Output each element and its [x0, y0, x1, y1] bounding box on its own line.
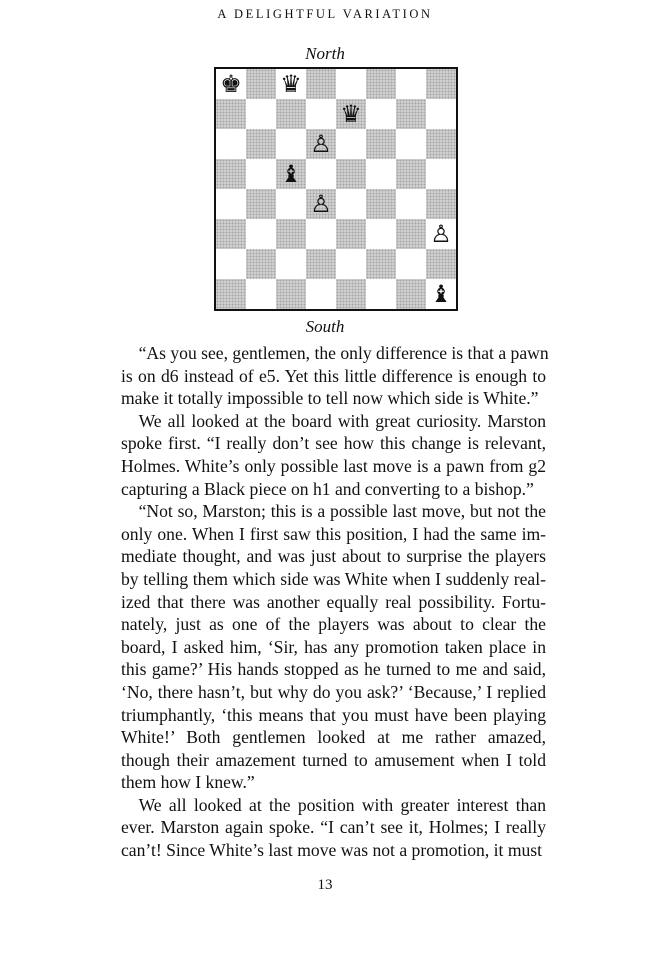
page-number: 13 — [317, 877, 333, 893]
square-g1 — [396, 279, 426, 309]
square-a5 — [216, 159, 246, 189]
square-b6 — [246, 129, 276, 159]
text-line: Holmes. White’s only possible last move is a pawn from g2 — [121, 455, 546, 476]
square-g2 — [396, 249, 426, 279]
square-b7 — [246, 99, 276, 129]
square-g6 — [396, 129, 426, 159]
square-b4 — [246, 189, 276, 219]
running-head: A DELIGHTFUL VARIATION — [217, 7, 433, 21]
square-f1 — [366, 279, 396, 309]
square-d3 — [306, 219, 336, 249]
square-e6 — [336, 129, 366, 159]
square-h4 — [426, 189, 456, 219]
square-b2 — [246, 249, 276, 279]
square-b8 — [246, 69, 276, 99]
square-a3 — [216, 219, 246, 249]
square-c7 — [276, 99, 306, 129]
square-e2 — [336, 249, 366, 279]
square-g8 — [396, 69, 426, 99]
square-e1 — [336, 279, 366, 309]
text-line: nately, just as one of the players was about to clear the — [121, 614, 546, 635]
square-c1 — [276, 279, 306, 309]
text-line: capturing a Black piece on h1 and converting to a bishop.” — [121, 478, 534, 499]
black-bishop-icon: ♝ — [430, 280, 452, 308]
square-f8 — [366, 69, 396, 99]
text-line: is on d6 instead of e5. Yet this little difference is enough to — [121, 365, 546, 386]
square-c2 — [276, 249, 306, 279]
text-line: White!’ Both gentlemen looked at me rather amazed, — [121, 727, 546, 748]
square-d4 — [306, 189, 336, 219]
square-e4 — [336, 189, 366, 219]
square-f2 — [366, 249, 396, 279]
text-line: ever. Marston again spoke. “I can’t see it, Holmes; I really — [121, 817, 546, 838]
text-line: this game?’ His hands stopped as he turned to me and said, — [121, 659, 546, 680]
square-d1 — [306, 279, 336, 309]
square-g3 — [396, 219, 426, 249]
black-bishop-icon: ♝ — [280, 160, 302, 188]
square-h1 — [426, 279, 456, 309]
square-b5 — [246, 159, 276, 189]
paragraph — [121, 410, 546, 500]
text-line: only one. When I first saw this position, I had the same im- — [121, 523, 546, 544]
square-a8 — [216, 69, 246, 99]
paragraph — [121, 500, 546, 794]
black-queen-icon: ♛ — [280, 70, 302, 98]
square-a2 — [216, 249, 246, 279]
text-line: make it totally impossible to tell now which side is White.” — [121, 388, 539, 409]
square-c6 — [276, 129, 306, 159]
square-c3 — [276, 219, 306, 249]
square-h7 — [426, 99, 456, 129]
square-d7 — [306, 99, 336, 129]
paragraph — [121, 342, 549, 410]
black-queen-icon: ♛ — [340, 100, 362, 128]
chess-diagram — [214, 67, 458, 311]
text-line: can’t! Since White’s last move was not a promotion, it must — [121, 840, 543, 861]
text-line: “As you see, gentlemen, the only difference is that a pawn — [138, 343, 549, 363]
square-e5 — [336, 159, 366, 189]
white-pawn-icon: ♙ — [430, 220, 452, 248]
white-pawn-icon: ♙ — [310, 190, 332, 218]
text-line: mediate thought, and was just about to surprise the players — [121, 546, 546, 567]
square-a4 — [216, 189, 246, 219]
square-g5 — [396, 159, 426, 189]
square-b1 — [246, 279, 276, 309]
board-label-north: North — [305, 44, 345, 63]
square-c5 — [276, 159, 306, 189]
text-line: spoke first. “I really don’t see how this change is relevant, — [121, 433, 546, 454]
body-text — [121, 342, 549, 862]
square-c8 — [276, 69, 306, 99]
square-a1 — [216, 279, 246, 309]
text-line: though their amazement turned to amusement when I told — [121, 749, 546, 770]
square-d2 — [306, 249, 336, 279]
square-e7 — [336, 99, 366, 129]
square-f3 — [366, 219, 396, 249]
text-line: triumphantly, ‘this means that you must have been playing — [121, 704, 546, 725]
square-a6 — [216, 129, 246, 159]
square-d5 — [306, 159, 336, 189]
text-line: We all looked at the board with great curiosity. Marston — [138, 410, 546, 431]
black-king-icon: ♚ — [220, 70, 242, 98]
square-e3 — [336, 219, 366, 249]
square-e8 — [336, 69, 366, 99]
square-h5 — [426, 159, 456, 189]
text-line: board, I asked him, ‘Sir, has any promotion taken place in — [121, 636, 546, 657]
text-line: ‘No, there hasn’t, but why do you ask?’ ‘Because,’ I replied — [121, 681, 546, 702]
square-b3 — [246, 219, 276, 249]
square-d8 — [306, 69, 336, 99]
square-g7 — [396, 99, 426, 129]
square-g4 — [396, 189, 426, 219]
square-f6 — [366, 129, 396, 159]
square-c4 — [276, 189, 306, 219]
square-h2 — [426, 249, 456, 279]
text-line: ized that there was another equally real possibility. Fortu- — [121, 591, 546, 612]
text-line: “Not so, Marston; this is a possible last move, but not the — [138, 501, 546, 522]
square-a7 — [216, 99, 246, 129]
square-h6 — [426, 129, 456, 159]
square-f4 — [366, 189, 396, 219]
square-f5 — [366, 159, 396, 189]
square-f7 — [366, 99, 396, 129]
square-h3 — [426, 219, 456, 249]
text-line: them how I knew.” — [121, 772, 255, 793]
white-pawn-icon: ♙ — [310, 130, 332, 158]
text-line: We all looked at the position with greater interest than — [138, 794, 546, 815]
paragraph — [121, 794, 546, 862]
square-d6 — [306, 129, 336, 159]
board-label-south: South — [305, 317, 345, 336]
square-h8 — [426, 69, 456, 99]
text-line: by telling them which side was White when I suddenly real- — [121, 568, 546, 589]
